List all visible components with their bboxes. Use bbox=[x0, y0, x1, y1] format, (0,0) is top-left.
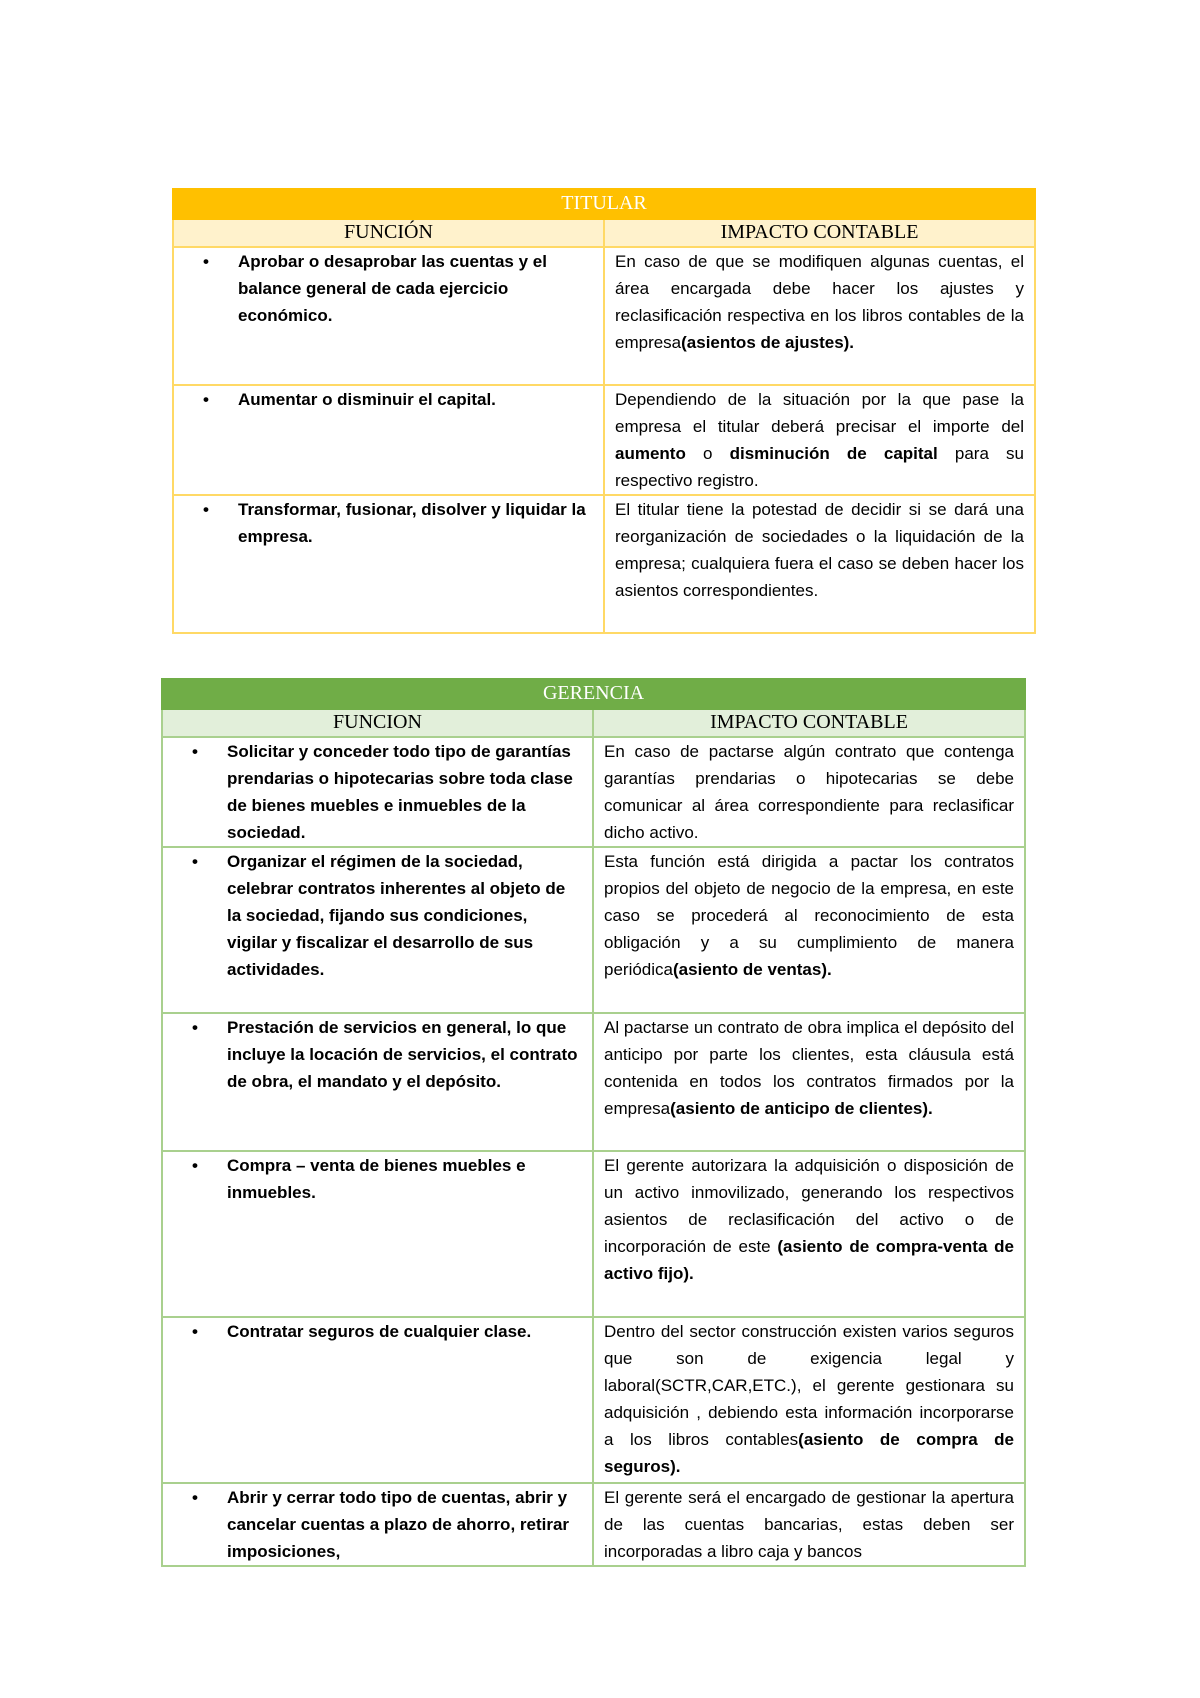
impacto-cell bbox=[593, 737, 1025, 847]
impacto-text: En caso de que se modifiquen algunas cuentas, el área encargada debe hacer los ajustes y reclasificación respectiva en los libros contables de la empresa bbox=[615, 252, 1025, 352]
funcion-cell bbox=[173, 247, 604, 385]
funcion-text: Prestación de servicios en general, lo que incluye la locación de servicios, el contrato de obra, el mandato y el depósito. bbox=[227, 1018, 578, 1091]
table-row bbox=[173, 495, 1035, 633]
bullet-icon: • bbox=[192, 852, 198, 871]
funcion-cell bbox=[162, 737, 593, 847]
impacto-text: Esta función está dirigida a pactar los contratos propios del objeto de negocio de la empresa, en este caso se procederá al reconocimiento de esta obligación y a su cumplimiento de manera periódica bbox=[604, 852, 1015, 979]
titular-col-impacto: IMPACTO CONTABLE bbox=[604, 219, 1035, 247]
impacto-text: El gerente será el encargado de gestionar la apertura de las cuentas bancarias, estas deben ser incorporadas a libro caja y bancos bbox=[604, 1488, 1015, 1561]
gerencia-table bbox=[161, 678, 1026, 1567]
funcion-text: Aprobar o desaprobar las cuentas y el balance general de cada ejercicio económico. bbox=[238, 252, 547, 325]
table-row bbox=[162, 1317, 1025, 1483]
funcion-text: Transformar, fusionar, disolver y liquidar la empresa. bbox=[238, 500, 586, 546]
impacto-cell bbox=[593, 1483, 1025, 1566]
funcion-cell bbox=[162, 1483, 593, 1566]
funcion-cell bbox=[162, 1151, 593, 1317]
table-row bbox=[162, 847, 1025, 1013]
titular-title: TITULAR bbox=[173, 189, 1035, 219]
bullet-icon: • bbox=[192, 1322, 198, 1341]
impacto-bold-text: (asiento de compra de seguros). bbox=[604, 1430, 1015, 1476]
impacto-cell bbox=[593, 1317, 1025, 1483]
impacto-bold-text: (asiento de anticipo de clientes). bbox=[670, 1099, 933, 1118]
funcion-text: Organizar el régimen de la sociedad, celebrar contratos inherentes al objeto de la sociedad, fijando sus condiciones, vigilar y fiscalizar el desarrollo de sus actividades. bbox=[227, 852, 566, 979]
gerencia-title: GERENCIA bbox=[162, 679, 1025, 709]
funcion-cell bbox=[173, 495, 604, 633]
impacto-cell bbox=[604, 247, 1035, 385]
titular-table bbox=[172, 188, 1036, 634]
table-row bbox=[162, 1151, 1025, 1317]
bullet-icon: • bbox=[203, 252, 209, 271]
bullet-icon: • bbox=[203, 500, 209, 519]
impacto-cell bbox=[593, 1013, 1025, 1151]
impacto-text: En caso de pactarse algún contrato que contenga garantías prendarias o hipotecarias se debe comunicar al área correspondiente para reclasificar dicho activo. bbox=[604, 742, 1015, 842]
table-row bbox=[162, 1483, 1025, 1566]
funcion-text: Solicitar y conceder todo tipo de garantías prendarias o hipotecarias sobre toda clase de bienes muebles e inmuebles de la sociedad. bbox=[227, 742, 573, 842]
funcion-text: Compra – venta de bienes muebles e inmuebles. bbox=[227, 1156, 526, 1202]
funcion-cell bbox=[162, 1013, 593, 1151]
impacto-cell bbox=[593, 847, 1025, 1013]
impacto-cell bbox=[604, 385, 1035, 495]
table-row bbox=[173, 385, 1035, 495]
impacto-bold-text: aumento bbox=[615, 444, 686, 463]
table-row bbox=[173, 247, 1035, 385]
funcion-cell bbox=[162, 847, 593, 1013]
impacto-cell bbox=[593, 1151, 1025, 1317]
impacto-text: Dentro del sector construcción existen varios seguros que son de exigencia legal y laboral(SCTR,CAR,ETC.), el gerente gestionara su adquisición , debiendo esta información incorporarse a los libros contables bbox=[604, 1322, 1015, 1449]
bullet-icon: • bbox=[192, 1018, 198, 1037]
impacto-text: Al pactarse un contrato de obra implica el depósito del anticipo por parte los clientes, esta cláusula está contenida en todos los contratos firmados por la empresa bbox=[604, 1018, 1015, 1118]
bullet-icon: • bbox=[192, 1488, 198, 1507]
impacto-bold-text: (asientos de ajustes). bbox=[681, 333, 855, 352]
funcion-cell bbox=[173, 385, 604, 495]
bullet-icon: • bbox=[203, 390, 209, 409]
impacto-text: para su respectivo registro. bbox=[615, 444, 1025, 490]
table-row bbox=[162, 737, 1025, 847]
funcion-text: Aumentar o disminuir el capital. bbox=[238, 390, 496, 409]
impacto-text: El gerente autorizara la adquisición o disposición de un activo inmovilizado, generando los respectivos asientos de reclasificación del activo o de incorporación de este bbox=[604, 1156, 1015, 1256]
impacto-cell bbox=[604, 495, 1035, 633]
impacto-text: o bbox=[685, 444, 730, 463]
gerencia-col-funcion: FUNCION bbox=[162, 709, 593, 737]
impacto-bold-text: (asiento de ventas). bbox=[673, 960, 832, 979]
funcion-cell bbox=[162, 1317, 593, 1483]
impacto-bold-text: (asiento de compra-venta de activo fijo). bbox=[604, 1237, 1015, 1283]
bullet-icon: • bbox=[192, 742, 198, 761]
bullet-icon: • bbox=[192, 1156, 198, 1175]
impacto-text: El titular tiene la potestad de decidir si se dará una reorganización de sociedades o la liquidación de la empresa; cualquiera fuera el caso se deben hacer los asientos correspondientes. bbox=[615, 500, 1025, 600]
gerencia-col-impacto: IMPACTO CONTABLE bbox=[593, 709, 1025, 737]
funcion-text: Contratar seguros de cualquier clase. bbox=[227, 1322, 532, 1341]
impacto-text: Dependiendo de la situación por la que pase la empresa el titular deberá precisar el importe del bbox=[615, 390, 1025, 436]
funcion-text: Abrir y cerrar todo tipo de cuentas, abrir y cancelar cuentas a plazo de ahorro, retirar imposiciones, bbox=[227, 1488, 570, 1561]
impacto-bold-text: disminución de capital bbox=[729, 444, 938, 463]
table-row bbox=[162, 1013, 1025, 1151]
titular-col-funcion: FUNCIÓN bbox=[173, 219, 604, 247]
